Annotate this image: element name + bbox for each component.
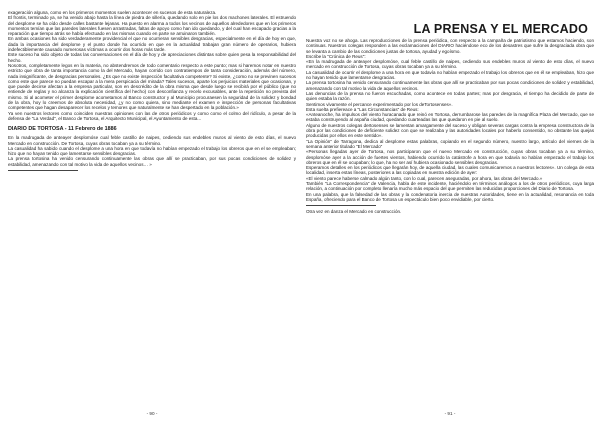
- paragraph: Esta suelta prefiereace a "Las Circunstancias" de Reus:: [306, 106, 419, 112]
- paragraph: Nosotros, completamente legos en la materia, no abstendremos de todo comentario respecto a este punto; mas si haremos notar en nuestro estricto que obra de tanta importancia como la del Mercado, hayan corrido con contratiempos de tanta consideración, además del número, nada insignificante, de desgracias personales. ¿Es que no existe inspección facultativa competente? Si existe, ¿como no se previnen sucesos como este que parece no puedan escapar a la mera perspicacia del mirada? Tales sucesos, aparte los perjuicios materiales que ocasionan, y que puede decirse afectan a la empresa particular, son en descrédito de la obra misma que desde luego se recibirá por el público (que no entiende de reglas y no alcanza la explicación científica del hecho) con desconfianza y recelo excusables, ante la repetición no prevista del mismo. Si al acometer el primer desplome acometamos al Banco constructor y al Municipio procuraesen la seguridad de la solidez y bondad de la obra, hoy lo creemos de absoluta necesidad, ¿y no como quiera, sino mediante el examen e inspección de personas facultativas competentes que hagan desaparecer los recelos y temores que naturalmente se han despertado en la población.»: [8, 62, 296, 111]
- page-title: LA PRENSA Y EL MERCADO: [413, 22, 588, 36]
- footnote-rule: [306, 205, 376, 206]
- paragraph: La prensa tortosina ha venido censurando continuamente las obras que allí se practicaban por sus pocas condiciones de solidez y estabilidad, amenazando con tal motivo la vida de aquellos vecinos.: [306, 80, 594, 91]
- section-heading: DIARIO DE TORTOSA - 11 Febrero de 1886: [8, 126, 117, 133]
- paragraph: exageración alguna, como en los primeros momentos suelen acontecer en sucesos de esta naturaleza.: [8, 10, 217, 15]
- paragraph: Nuestra voz no se ahoga. Las reproducciones de la prensa periódica, con respecto a la campaña de patriotismo que estamos haciendo, son continuas. Nuestros colegas responden a las exclamaciones del DIARIO haciéndose eco de los desastres que sufre la desgraciada obra que se levanta a cambio de las condiciones justas de tortosa, ayudad y egoísmo.: [306, 38, 594, 54]
- paragraph: En ambas ocasiones ha sido verdaderamente providencial el que no ocurrieran sensibles desgracias, especialmente en el día de hoy en que, dada la importancia del desplome y el punto donde ha ocurrido en que en la actualidad trabajan gran número de operarios, hubiera indefectiblemente causado numerosas víctimas a ocurrir dos horas más tarde.: [8, 36, 296, 53]
- paragraph: «Personas llegadas ayer de Tortosa, nos participaron que el nuevo Mercado en construcción, cuyas obras tocaban ya a su término, desplomóse ayer a la acción de fuertes vientos, habiendo ocurrido la catástrofe a hora en que todavía no habían empezado el trabajo los obreros que en él se ocupaban; lo que, ha no ser así hubiera ocasionado sensibles desgracias.: [306, 149, 594, 165]
- paragraph: Alguno de nuestros colegas dertosenses se lamentan amargamente del suceso y obligan severas cargas contra la empresa constructora de la obra por las condiciones de deficiente solidez con que se realizaba y las autoridades locales por haberlo consentido, no obstante las quejas producidas por ellos en este sentido».: [306, 122, 594, 139]
- left-body-text-after: [8, 135, 296, 167]
- paragraph: La casualidad de ocurrir el desplome a una hora en que todavía no habían empezado el trabajo los obreros que en él se empleaban, hizo que no hayan tenido que lamentarse desgracias.: [306, 69, 594, 81]
- paragraph: Ya ven nuestros lectores como coinciden nuestras opiniones con las de otros periódicos y como como el colmo del ridículo, a pesar de la defensa de "La Verdad", el Banco de Tortosa, el Arquitecto Municipal, el Ayuntamiento de esta...: [8, 110, 296, 121]
- paragraph: El frontis, terminado ya, se ha venido abajo hasta la línea de piedra de sillería, quedando solo en pie los dos machones laterales. El estruendo del desplome se ha oído desde calles bastante lejanas. Ha puesto en alarma a todos los vecinos de aquellos alrededores que en los primeros momentos temían que las paredes laterales fuesen arrastradas, faltas de apoyo como han ido quedando, y del cual han escapado gracias a la reparación que tiempo atrás se había efectuado en las mismas cuando en parte se arruinaron también.: [8, 15, 296, 37]
- paragraph: Las denuncias de la prensa no fueron escuchadas, como acontece en todas partes; mas por desgracia, el tiempo ha decidido de parte de quien estaba la razón.: [306, 90, 594, 102]
- paragraph: Esperamos detalles en los periódicos que llegarán hoy, de aquella ciudad, las cuales comunicaremos a nuestros lectores». Un colega de esta localidad, inserta estas líneas, posteriores a las copiadas en nuestra edición de ayer:: [306, 165, 594, 176]
- page-number: - 90 -: [146, 411, 158, 416]
- paragraph: «El viento parece haberse calmado algún tanto, con lo cual, parecen aseguradas, por ahora, las obras del Mercado.»: [306, 175, 543, 181]
- right-page: [306, 10, 594, 418]
- paragraph: Escribe la "Crónica de Reus":: [306, 53, 366, 59]
- paragraph: Sentimos vivamente el percance experimentado por los deTortosenses».: [306, 101, 453, 107]
- right-body-text: [306, 38, 594, 202]
- paragraph: «En la madrugada de anteayer desplomóse, cual feble castillo de naipes, cediendo sus endebles muros al viento de esto días, el nuevo mercado en construcción de Tortosa, cuyas obras tocaban ya a su término.: [306, 59, 594, 70]
- left-body-text: [8, 10, 296, 121]
- page-number: - 91 -: [444, 411, 456, 416]
- paragraph: Este suceso ha sido objeto de todas las conversaciones en el día de hoy y de apreciaciones distintas sobre quien pesa la responsabilidad del hecho.: [8, 52, 296, 63]
- paragraph: La casualidad ha sabido cuando el desplome a una hora en que todavía no habían empezado el trabajo los obreros que en el se empleaban; hizo que no hayan tenido que lamentarse sensibles desgracias.: [8, 145, 296, 157]
- paragraph: "La Opinión" de Tarragona, dedica al desplome estas palabras, copiando en el segundo número, nuestro largo, artículo del viernes de la semana anterior titulado "El Mercado": [306, 138, 594, 149]
- paragraph: En una palabra, que la falsedad de las obras y la condenatoria inercia de nuestras Autoridades, tiene en la actualidad, resonancia en toda España, ofreciendo para el Banco de Tortosa un espectáculo bien poco envidiable, por cierto.: [306, 191, 594, 202]
- paragraph: En la madrugada de anteayer desplomóse cual feble castillo de naipes, cediendo sus endebles muros al viento de esto días, el nuevo Mercado en construcción. De Tortosa, cuyas obras tocaban ya a su término.: [8, 135, 296, 146]
- footnote-rule: [8, 170, 78, 171]
- paragraph: También "La Correspondencia" de Valencia, habla de este incidente, haciéndolo en términos análogos a los de otros periódicos, cuya larga relación, a continuación por completo llenaría mucho más espacio del que permiten las reducidas proporciones del Diario de Tortosa.: [306, 181, 594, 192]
- closing-line: Otra vez en danza el Mercado en construcción.: [306, 209, 402, 215]
- left-page: [8, 10, 296, 418]
- paragraph: La prensa tortosina ha venido censurando continuamente las obras que allí se practicaban, por sus pocas condiciones de solidez y estabilidad, amenazando con tal motivo la vida de aquellos vecinos… »: [8, 156, 296, 167]
- paragraph: «Anteanoche, ha impulsos del viento huracanado que reinó en Tortosa, derrumbarose las paredes de la magnífica Plaza del Mercado, que se estaba construyendo al aspaña ciudad, quedando cuarteadas las que quedaron en pie al suelo.: [306, 112, 594, 123]
